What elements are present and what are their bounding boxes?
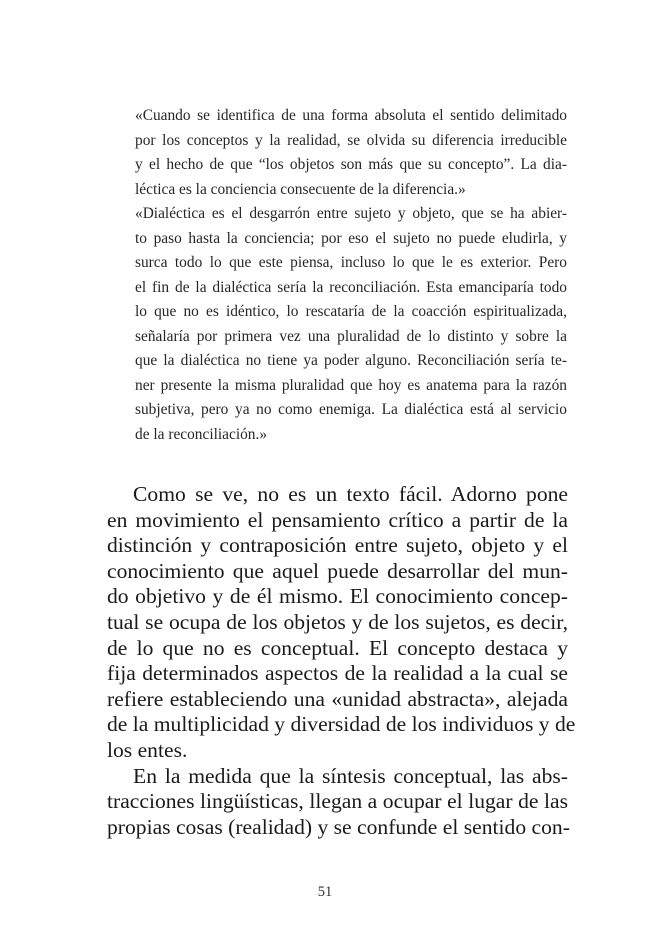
quote-line: léctica es la conciencia consecuente de la diferencia.» (135, 180, 466, 198)
body-line: Como se ve, no es un texto fácil. Adorno pone (133, 482, 568, 506)
body-line: los entes. (107, 737, 188, 762)
body-line: de la multiplicidad y diversidad de los individuos y de (107, 712, 576, 737)
body-text (107, 482, 576, 840)
body-line: de lo que no es conceptual. El concepto destaca y (107, 635, 568, 660)
body-line: en movimiento el pensamiento crítico a partir de la (107, 507, 568, 532)
quote-line: por los conceptos y la realidad, se olvida su diferencia irreducible (135, 131, 567, 149)
quote-line: de la reconciliación.» (135, 425, 268, 443)
quote-line: que la dialéctica no tiene ya poder alguno. Reconciliación sería te- (135, 352, 567, 369)
quote-line: y el hecho de que “los objetos son más que su concepto”. La dia- (135, 156, 567, 173)
body-line: tual se ocupa de los objetos y de los sujetos, es decir, (107, 609, 568, 634)
quote-line: el fin de la dialéctica sería la reconciliación. Esta emanciparía todo (135, 278, 567, 296)
quote-line: señalaría por primera vez una pluralidad de lo distinto y sobre la (135, 327, 567, 345)
page-number: 51 (317, 884, 333, 900)
body-line: fija determinados aspectos de la realidad a la cual se (107, 661, 568, 686)
quote-line: «Dialéctica es el desgarrón entre sujeto y objeto, que se ha abier- (135, 205, 567, 222)
body-line: do objetivo y de él mismo. El conocimiento concep- (107, 584, 568, 609)
body-line: refiere estableciendo una «unidad abstracta», alejada (107, 686, 568, 711)
quote-line: lo que no es idéntico, lo rescataría de la coacción espiritualizada, (135, 303, 567, 320)
quote-line: «Cuando se identifica de una forma absoluta el sentido delimitado (135, 107, 567, 124)
quote-line: subjetiva, pero ya no como enemiga. La dialéctica está al servicio (135, 401, 567, 418)
quote-line: ner presente la misma pluralidad que hoy es anatema para la razón (135, 376, 567, 394)
body-line: conocimiento que aquel puede desarrollar del mun- (107, 558, 568, 583)
body-line: propias cosas (realidad) y se confunde el sentido con- (107, 814, 570, 839)
body-line: tracciones lingüísticas, llegan a ocupar el lugar de las (107, 789, 568, 814)
quote-line: to paso hasta la conciencia; por eso el sujeto no puede eludirla, y (135, 229, 567, 247)
body-line: En la medida que la síntesis conceptual, las abs- (133, 763, 568, 788)
quote-line: surca todo lo que este piensa, incluso lo que le es exterior. Pero (135, 254, 567, 271)
block-quote (135, 104, 567, 447)
body-line: distinción y contraposición entre sujeto, objeto y el (107, 533, 568, 558)
